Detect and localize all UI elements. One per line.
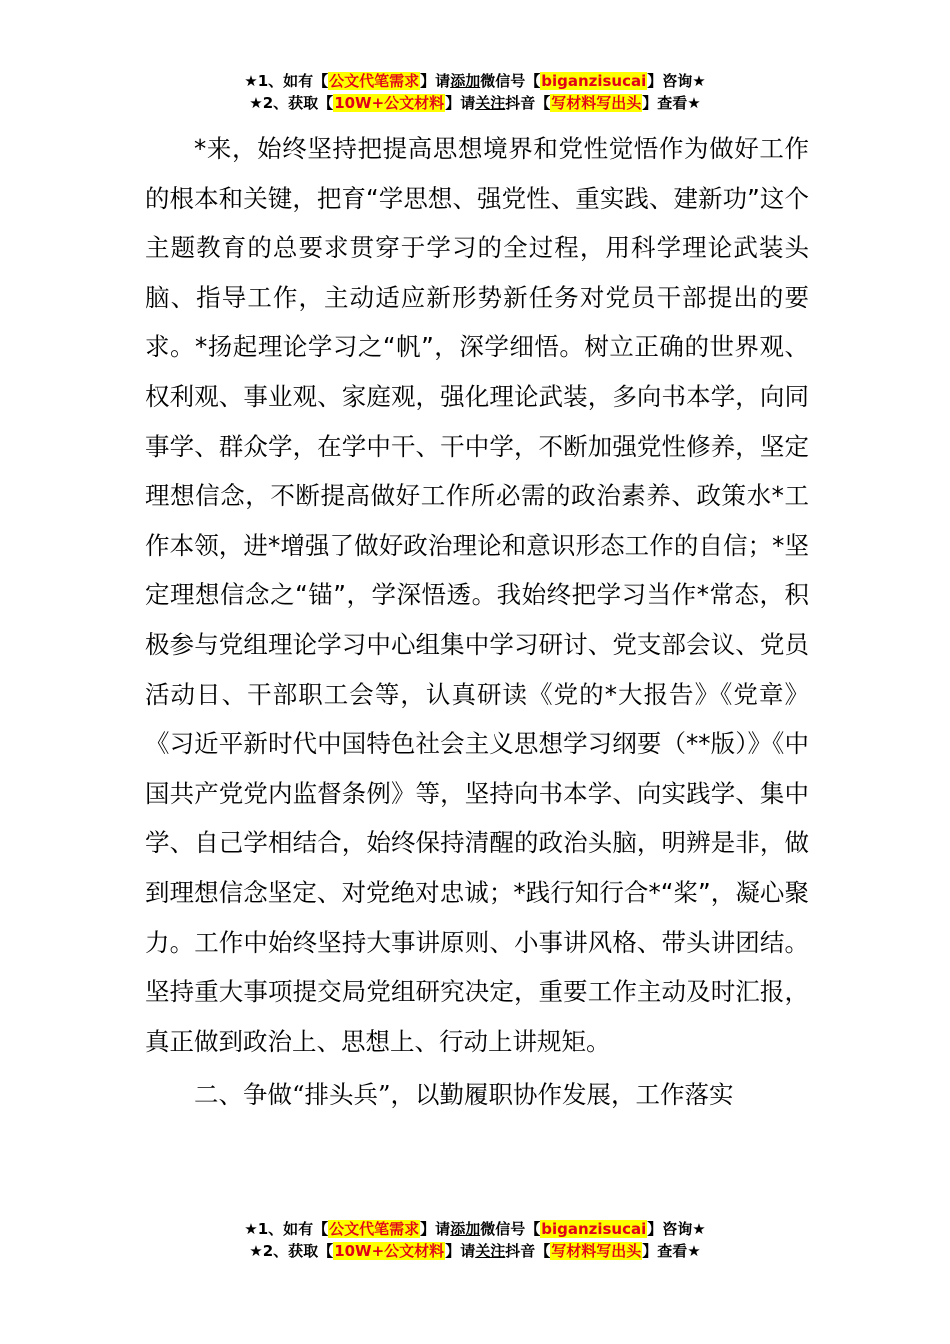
banner-text: 抖音【 — [505, 94, 551, 112]
underlined-text: 添加 — [450, 72, 481, 90]
banner-text: ★1、如有【 — [244, 72, 329, 90]
body-paragraph: *来，始终坚持把提高思想境界和党性觉悟作为做好工作的根本和关键，把育“学思想、强党性、重实践、建新功”这个主题教育的总要求贯穿于学习的全过程，用科学理论武装头脑、指导工作，主动适应新形势新任务对党员干部提出的要求。*扬起理论学习之“帆”，深学细悟。树立正确的世界观、权利观、事业观、家庭观，强化理论武装，多向书本学，向同事学、群众学，在学中干、干中学，不断加强党性修养，坚定理想信念，不断提高做好工作所必需的政治素养、政策水*工作本领，进*增强了做好政治理论和意识形态工作的自信；*坚定理想信念之“锚”，学深悟透。我始终把学习当作*常态，积极参与党组理论学习中心组集中学习研讨、党支部会议、党员活动日、干部职工会等，认真研读《党的*大报告》《党章》《习近平新时代中国特色社会主义思想学习纲要（**版）》《中国共产党党内监督条例》等，坚持向书本学、向实践学、集中学、自己学相结合，始终保持清醒的政治头脑，明辨是非，做到理想信念坚定、对党绝对忠诚；*践行知行合*“桨”，凝心聚力。工作中始终坚持大事讲原则、小事讲风格、带头讲团结。坚持重大事项提交局党组研究决定，重要工作主动及时汇报，真正做到政治上、思想上、行动上讲规矩。 — [145, 134, 809, 1056]
highlight-text: 10W+公文材料 — [334, 1242, 445, 1260]
highlight-text: 写材料写出头 — [551, 94, 642, 112]
underlined-text: 关注 — [475, 1242, 506, 1260]
banner-text: 】咨询★ — [647, 72, 706, 90]
banner-text: 】查看★ — [642, 94, 701, 112]
banner-text: 】请 — [420, 1220, 451, 1238]
highlight-text: 公文代笔需求 — [329, 72, 420, 90]
banner-text: 】请 — [445, 1242, 476, 1260]
banner-text: ★2、获取【 — [249, 94, 334, 112]
highlight-text: biganzisucai — [541, 1220, 647, 1238]
banner-text: 】请 — [445, 94, 476, 112]
banner-text: 】查看★ — [642, 1242, 701, 1260]
highlight-text: 写材料写出头 — [551, 1242, 642, 1260]
underlined-text: 关注 — [475, 94, 506, 112]
footer-line-1 — [0, 1218, 950, 1240]
underlined-text: 添加 — [450, 1220, 481, 1238]
document-body — [145, 124, 809, 1120]
footer-line-2 — [0, 1240, 950, 1262]
footer-banner — [0, 1218, 950, 1262]
section-heading: 二、争做“排头兵”，以勤履职协作发展，工作落实 — [194, 1080, 734, 1110]
highlight-text: 10W+公文材料 — [334, 94, 445, 112]
banner-text: ★1、如有【 — [244, 1220, 329, 1238]
highlight-text: biganzisucai — [541, 72, 647, 90]
banner-text: 微信号【 — [480, 72, 541, 90]
header-line-1 — [0, 70, 950, 92]
header-banner — [0, 70, 950, 114]
banner-text: ★2、获取【 — [249, 1242, 334, 1260]
header-line-2 — [0, 92, 950, 114]
banner-text: 微信号【 — [480, 1220, 541, 1238]
banner-text: 】咨询★ — [647, 1220, 706, 1238]
banner-text: 】请 — [420, 72, 451, 90]
highlight-text: 公文代笔需求 — [329, 1220, 420, 1238]
banner-text: 抖音【 — [505, 1242, 551, 1260]
